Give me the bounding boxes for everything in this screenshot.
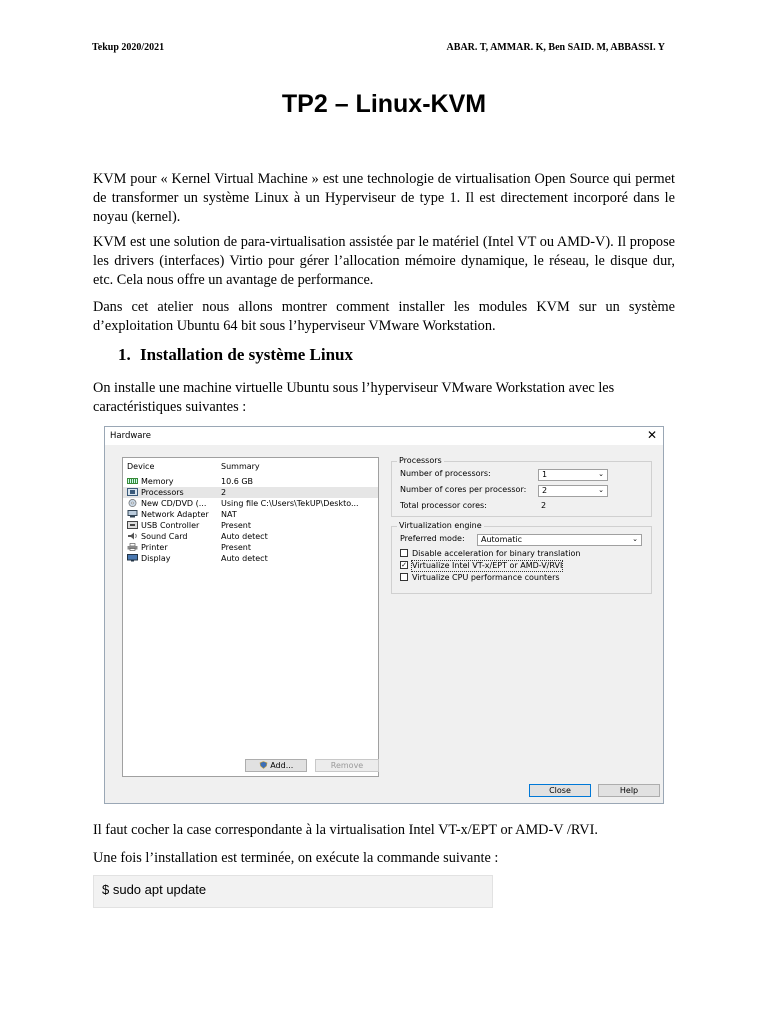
network-adapter-icon <box>127 510 138 518</box>
device-row-network[interactable] <box>123 509 378 520</box>
checkbox-box[interactable] <box>400 549 408 557</box>
header-right: ABAR. T, AMMAR. K, Ben SAID. M, ABBASSI. Y <box>446 42 665 53</box>
device-summary: 10.6 GB <box>221 477 254 486</box>
device-row-sound[interactable] <box>123 531 378 542</box>
total-cores-label: Total processor cores: <box>400 501 487 510</box>
device-summary: Auto detect <box>221 554 268 563</box>
device-row-cd-dvd[interactable] <box>123 498 378 509</box>
virtualization-group-label: Virtualization engine <box>399 521 482 530</box>
help-button[interactable]: Help <box>598 784 660 797</box>
device-summary: NAT <box>221 510 237 519</box>
checkbox-box[interactable]: ✓ <box>401 561 407 569</box>
chevron-down-icon: ⌄ <box>632 535 638 543</box>
processor-icon <box>127 488 138 496</box>
preferred-mode-label: Preferred mode: <box>400 534 465 543</box>
checkbox-box[interactable] <box>400 573 408 581</box>
processors-group <box>391 456 652 517</box>
device-name: Network Adapter <box>141 510 209 519</box>
cores-per-processor-value: 2 <box>542 486 548 495</box>
shield-icon <box>259 761 268 769</box>
num-processors-label: Number of processors: <box>400 469 491 478</box>
num-processors-value: 1 <box>542 470 548 479</box>
paragraph-intro: KVM pour « Kernel Virtual Machine » est une technologie de virtualisation Open Source qui permet de transformer un système Linux à un Hyperviseur de type 1. Il est directement incorporé dans le noyau (kernel). <box>93 171 675 225</box>
paragraph-kvm-solution: KVM est une solution de para-virtualisation assistée par le matériel (Intel VT ou AMD-V). Il propose les drivers (interfaces) Virtio pour gérer l’allocation mémoire dynamique, le réseau, le disque dur, etc. Cela nous offre un avantage de performance. <box>93 234 675 288</box>
hardware-dialog <box>104 426 664 804</box>
disable-acceleration-label: Disable acceleration for binary translation <box>412 549 581 558</box>
device-summary: Present <box>221 543 252 552</box>
device-name: Memory <box>141 477 174 486</box>
device-row-usb[interactable] <box>123 520 378 531</box>
cd-dvd-icon <box>127 499 138 507</box>
summary-column-header[interactable]: Summary <box>221 462 260 471</box>
preferred-mode-select[interactable] <box>477 534 642 546</box>
device-summary: Auto detect <box>221 532 268 541</box>
display-icon <box>127 554 138 562</box>
dialog-titlebar <box>105 427 663 445</box>
add-device-button[interactable] <box>245 759 307 772</box>
device-name: USB Controller <box>141 521 200 530</box>
device-name: Display <box>141 554 171 563</box>
device-summary: 2 <box>221 488 227 497</box>
device-row-processors[interactable] <box>123 487 378 498</box>
device-row-printer[interactable] <box>123 542 378 553</box>
section-heading <box>118 345 353 365</box>
preferred-mode-value: Automatic <box>481 535 523 544</box>
section-title: Installation de système Linux <box>140 345 353 364</box>
num-processors-select[interactable] <box>538 469 608 481</box>
device-list-header <box>123 462 378 473</box>
device-summary: Using file C:\Users\TekUP\Deskto... <box>221 499 359 508</box>
cores-per-processor-select[interactable] <box>538 485 608 497</box>
chevron-down-icon: ⌄ <box>598 470 604 478</box>
page-title: TP2 – Linux-KVM <box>281 90 487 118</box>
virtualize-cpu-counters-label: Virtualize CPU performance counters <box>412 573 560 582</box>
usb-icon <box>127 521 138 529</box>
remove-device-button[interactable]: Remove <box>315 759 379 772</box>
header-left: Tekup 2020/2021 <box>92 42 165 53</box>
device-row-memory[interactable] <box>123 476 378 487</box>
paragraph-atelier: Dans cet atelier nous allons montrer comment installer les modules KVM sur un système d’exploitation Ubuntu 64 bit sous l’hyperviseur VMware Workstation. <box>93 299 675 334</box>
dialog-title: Hardware <box>110 431 152 441</box>
device-column-header[interactable]: Device <box>127 462 155 471</box>
chevron-down-icon: ⌄ <box>598 486 604 494</box>
sound-card-icon <box>127 532 138 540</box>
virtualize-vtx-label: Virtualize Intel VT-x/EPT or AMD-V/RVI <box>412 561 563 570</box>
processors-group-label: Processors <box>399 456 442 465</box>
memory-icon <box>127 477 138 485</box>
printer-icon <box>127 543 138 551</box>
device-name: Sound Card <box>141 532 188 541</box>
paragraph-install: On installe une machine virtuelle Ubuntu sous l’hyperviseur VMware Workstation avec les caractéristiques suivantes : <box>93 380 615 415</box>
code-block: $ sudo apt update <box>93 875 493 908</box>
add-button-label: Add... <box>270 761 294 770</box>
device-name: New CD/DVD (... <box>141 499 207 508</box>
paragraph-checkbox-note: Il faut cocher la case correspondante à la virtualisation Intel VT-x/EPT or AMD-V /RVI. <box>93 822 598 838</box>
device-row-display[interactable] <box>123 553 378 564</box>
close-icon[interactable]: ✕ <box>646 428 657 442</box>
section-number: 1. <box>118 345 131 364</box>
device-summary: Present <box>221 521 252 530</box>
virtualization-engine-group <box>391 521 652 594</box>
cores-per-processor-label: Number of cores per processor: <box>400 485 527 494</box>
close-button[interactable]: Close <box>529 784 591 797</box>
device-name: Processors <box>141 488 184 497</box>
device-list <box>122 457 379 777</box>
device-name: Printer <box>141 543 168 552</box>
total-cores-value: 2 <box>541 501 547 510</box>
paragraph-command-intro: Une fois l’installation est terminée, on exécute la commande suivante : <box>93 850 499 866</box>
